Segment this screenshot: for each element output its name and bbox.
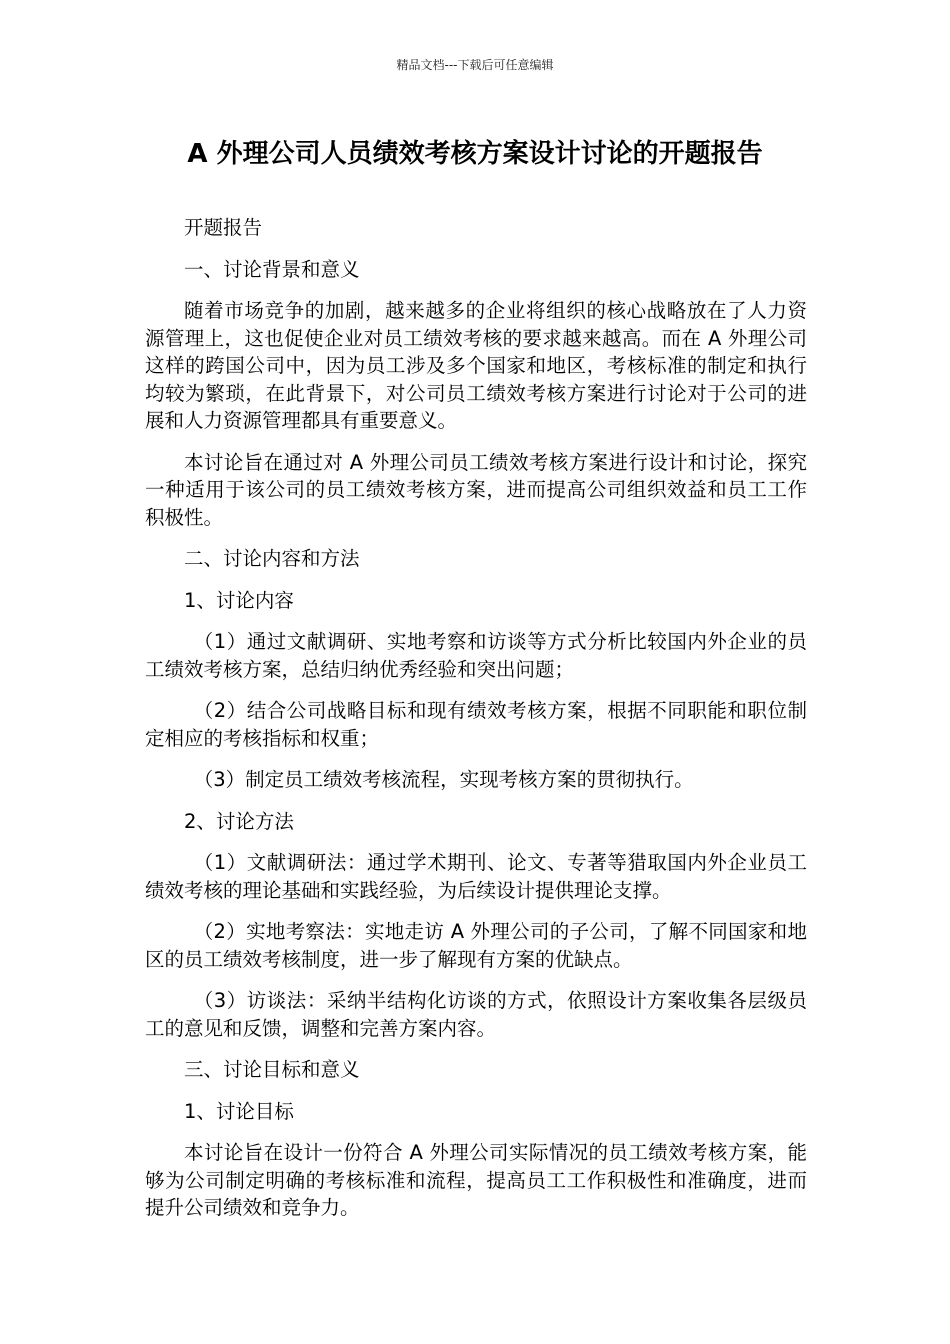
subheading-content: 1、讨论内容 [184, 588, 294, 612]
content-item: （2）结合公司战略目标和现有绩效考核方案，根据不同职能和职位制定相应的考核指标和权重； [145, 699, 807, 750]
document-body [145, 214, 807, 1236]
heading-content-method: 二、讨论内容和方法 [184, 547, 360, 570]
section-label-report: 开题报告 [184, 216, 263, 239]
paragraph-goal: 本讨论旨在设计一份符合 A 外理公司实际情况的员工绩效考核方案，能够为公司制定明确的考核标准和流程，提高员工工作积极性和准确度，进而提升公司绩效和竞争力。 [145, 1141, 807, 1219]
method-item: （2）实地考察法：实地走访 A 外理公司的子公司，了解不同国家和地区的员工绩效考核制度，进一步了解现有方案的优缺点。 [145, 920, 807, 971]
method-item: （1）文献调研法：通过学术期刊、论文、专著等猎取国内外企业员工绩效考核的理论基础和实践经验，为后续设计提供理论支撑。 [145, 851, 807, 902]
document-title: A 外理公司人员绩效考核方案设计讨论的开题报告 [187, 139, 763, 169]
subheading-goal: 1、讨论目标 [184, 1099, 294, 1123]
paragraph-background: 随着市场竞争的加剧，越来越多的企业将组织的核心战略放在了人力资源管理上，这也促使企业对员工绩效考核的要求越来越高。而在 A 外理公司这样的跨国公司中，因为员工涉及多个国家和地区，考核标准的制定和执行均较为繁琐，在此背景下，对公司员工绩效考核方案进行讨论对于公司的进展和人力资源管理都具有重要意义。 [145, 299, 807, 432]
heading-goal: 三、讨论目标和意义 [184, 1058, 360, 1081]
subheading-method: 2、讨论方法 [184, 809, 294, 833]
heading-background: 一、讨论背景和意义 [184, 257, 360, 281]
content-item: （1）通过文献调研、实地考察和访谈等方式分析比较国内外企业的员工绩效考核方案，总结归纳优秀经验和突出问题； [145, 630, 807, 681]
content-item: （3）制定员工绩效考核流程，实现考核方案的贯彻执行。 [193, 768, 694, 791]
paragraph-purpose: 本讨论旨在通过对 A 外理公司员工绩效考核方案进行设计和讨论，探究一种适用于该公司的员工绩效考核方案，进而提高公司组织效益和员工工作积极性。 [145, 450, 807, 529]
method-item: （3）访谈法：采纳半结构化访谈的方式，依照设计方案收集各层级员工的意见和反馈，调整和完善方案内容。 [145, 989, 807, 1040]
header-note: 精品文档---下载后可任意编辑 [396, 58, 554, 72]
